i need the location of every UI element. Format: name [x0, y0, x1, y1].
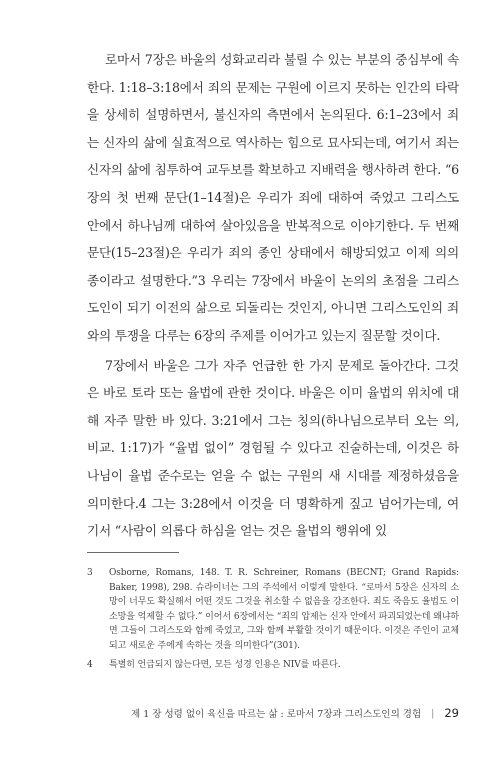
footnote-text: Osborne, Romans, 148. T. R. Schreiner, Romans (BECNT; Grand Rapids: Baker, 1998), 298. 슈라이너는 그의 주석에서 이렇게 말한다. “로마서 5장은 신자의 소망이 너무도 확실해서 어떤 것도 그것을 취소할 수 없음을 강조한다. 죄도 죽음도 율법도 이 소망을 억제할 수 없다.” 이어서 6장에서는 “죄의 압제는 신자 안에서 파괴되었는데 왜냐하면 그들이 그리스도와 함께 죽었고, 그와 함께 부활할 것이기 때문이다. 이것은 주인이 교체되고 새로운 주에게 속하는 것을 의미한다”(301). — [109, 568, 459, 651]
footnotes — [87, 566, 459, 676]
main-text — [87, 46, 459, 545]
footer-separator: | — [431, 707, 435, 719]
paragraph: 로마서 7장은 바울의 성화교리라 불릴 수 있는 부분의 중심부에 속한다. 1:18–3:18에서 죄의 문제는 구원에 이르지 못하는 인간의 타락을 상세히 설명하면서, 불신자의 측면에서 논의된다. 6:1–23에서 죄는 신자의 삶에 실효적으로 역사하는 힘으로 묘사되는데, 여기서 죄는 신자의 삶에 침투하여 교두보를 확보하고 지배력을 행사하려 한다. “6장의 첫 번째 문단(1–14절)은 우리가 죄에 대하여 죽었고 그리스도 안에서 하나님께 대하여 살아있음을 반복적으로 이야기한다. 두 번째 문단(15–23절)은 우리가 죄의 종인 상태에서 해방되었고 이제 의의 종이라고 설명한다.”3 우리는 7장에서 바울이 논의의 초점을 그리스도인이 되기 이전의 삶으로 되돌리는 것인지, 아니면 그리스도인의 죄와의 투쟁을 다루는 6장의 주제를 이어가고 있는지 질문할 것이다. — [87, 52, 459, 343]
footnote-number: 4 — [87, 659, 93, 670]
footnote-divider — [87, 552, 179, 553]
page-footer — [131, 706, 459, 720]
footnote — [87, 658, 459, 673]
page-number: 29 — [444, 706, 459, 720]
footnote-number: 3 — [87, 568, 93, 578]
footnote — [87, 566, 459, 654]
footnote-text: 특별히 언급되지 않는다면, 모든 성경 인용은 NIV를 따른다. — [109, 659, 341, 670]
running-title: 제 1 장 성령 없이 육신을 따르는 삶 : 로마서 7장과 그리스도인의 경험 — [131, 709, 422, 720]
paragraph: 7장에서 바울은 그가 자주 언급한 한 가지 문제로 돌아간다. 그것은 바로 토라 또는 율법에 관한 것이다. 바울은 이미 율법의 위치에 대해 자주 말한 바 있다. 3:21에서 그는 칭의(하나님으로부터 오는 의, 비교. 1:17)가 “율법 없이” 경험될 수 있다고 진술하는데, 이것은 하나님이 율법 준수로는 얻을 수 없는 구원의 새 시대를 제정하셨음을 의미한다.4 그는 3:28에서 이것을 더 명확하게 짚고 넘어가는데, 여기서 “사람이 의롭다 하심을 얻는 것은 율법의 행위에 있 — [87, 357, 459, 539]
